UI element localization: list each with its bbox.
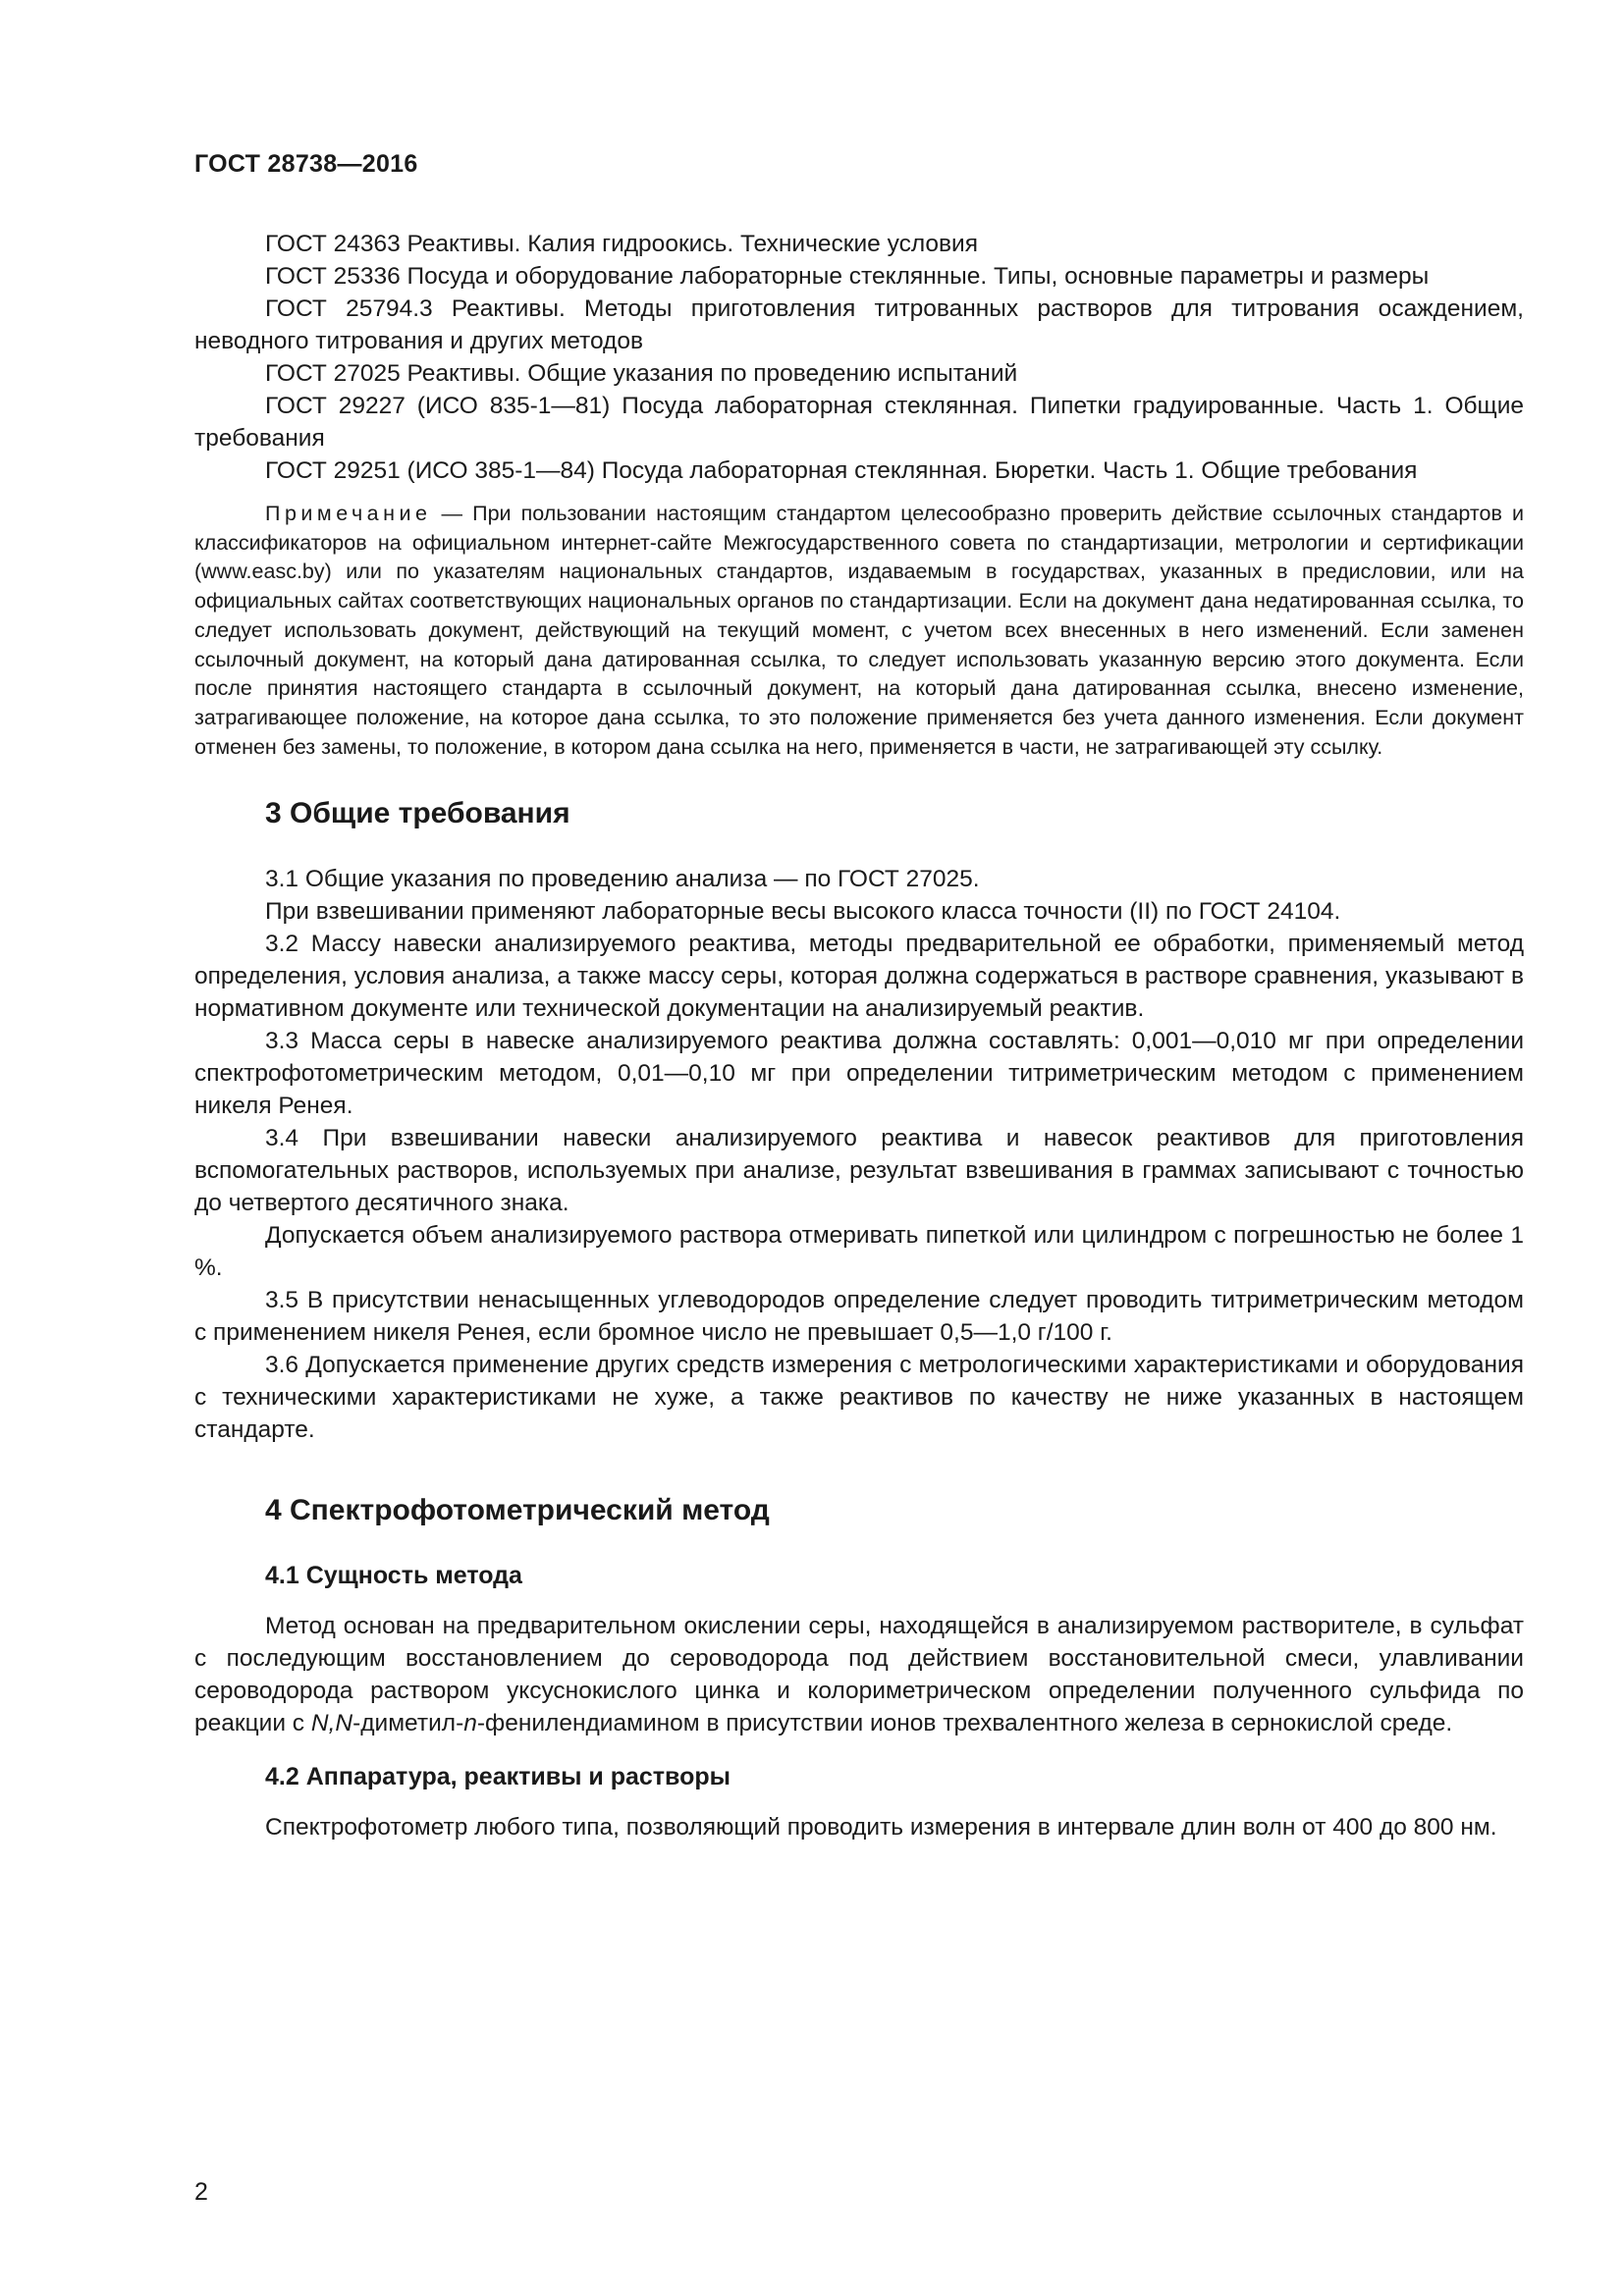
subsection-4-1-heading: 4.1 Сущность метода [265,1562,522,1590]
section-3-body [194,863,1524,1446]
section-3-paragraph: 3.1 Общие указания по проведению анализа — по ГОСТ 27025. [265,866,980,893]
reference-item: ГОСТ 29251 (ИСО 385-1—84) Посуда лабораторная стеклянная. Бюретки. Часть 1. Общие требования [265,457,1418,484]
section-3-paragraph: 3.4 При взвешивании навески анализируемого реактива и навесок реактивов для приготовления вспомогательных растворов, используемых при анализе, результат взвешивания в граммах записывают с точностью до четвертого десятичного знака. [194,1125,1524,1217]
reference-item: ГОСТ 25336 Посуда и оборудование лабораторные стеклянные. Типы, основные параметры и размеры [265,263,1430,290]
section-3-paragraph: 3.3 Масса серы в навеске анализируемого реактива должна составлять: 0,001—0,010 мг при определении спектрофотометрическим методом, 0,01—0,10 мг при определении титриметрическим методом с применением никеля Ренея. [194,1028,1524,1120]
note-label: Примечание [265,502,432,525]
method-text-part: -диметил- [352,1710,464,1737]
subsection-4-2-text: Спектрофотометр любого типа, позволяющий проводить измерения в интервале длин волн от 400 до 800 нм. [265,1814,1497,1842]
section-3-paragraph: 3.6 Допускается применение других средств измерения с метрологическими характеристиками и оборудования с техническими характеристиками не хуже, а также реактивов по качеству не ниже указанных в настоящем стандарте. [194,1352,1524,1444]
section-3-paragraph: 3.2 Массу навески анализируемого реактива, методы предварительной ее обработки, применяемый метод определения, условия анализа, а также массу серы, которая должна содержаться в растворе сравнения, указывают в нормативном документе или технической документации на анализируемый реактив. [194,931,1524,1023]
page-content [194,228,1524,1843]
section-3-paragraph: Допускается объем анализируемого раствора отмеривать пипеткой или цилиндром с погрешностью не более 1 %. [194,1222,1524,1282]
normative-references-list [194,228,1524,487]
section-3-heading: 3 Общие требования [265,797,570,830]
section-3-paragraph: 3.5 В присутствии ненасыщенных углеводородов определение следует проводить титриметрическим методом с применением никеля Ренея, если бромное число не превышает 0,5—1,0 г/100 г. [194,1287,1524,1347]
method-text-part: Метод основан на предварительном окислении серы, находящейся в анализируемом растворителе, в сульфат с последующим восстановлением до сероводорода под действием восстановительной смеси, улавливании сероводорода раствором уксуснокислого цинка и колориметрическом определении полученного сульфида по реакции с [194,1613,1524,1737]
section-3-paragraph: При взвешивании применяют лабораторные весы высокого класса точности (II) по ГОСТ 24104. [265,898,1341,926]
page-number: 2 [194,2178,208,2206]
section-4-heading: 4 Спектрофотометрический метод [265,1494,770,1527]
reference-item: ГОСТ 29227 (ИСО 835-1—81) Посуда лабораторная стеклянная. Пипетки градуированные. Часть 1. Общие требования [194,393,1524,452]
reference-item: ГОСТ 25794.3 Реактивы. Методы приготовления титрованных растворов для титрования осаждением, неводного титрования и других методов [194,295,1524,354]
reference-item: ГОСТ 27025 Реактивы. Общие указания по проведению испытаний [265,360,1018,387]
note-paragraph [194,500,1524,762]
subsection-4-1-text [194,1610,1524,1739]
note-text: — При пользовании настоящим стандартом целесообразно проверить действие ссылочных стандартов и классификаторов на официальном интернет-сайте Межгосударственного совета по стандартизации, метрологии и сертификации (www.easc.by) или по указателям национальных стандартов, издаваемым в государствах, указанных в предисловии, или на официальных сайтах соответствующих национальных органов по стандартизации. Если на документ дана недатированная ссылка, то следует использовать документ, действующий на текущий момент, с учетом всех внесенных в него изменений. Если заменен ссылочный документ, на который дана датированная ссылка, то следует использовать указанную версию этого документа. Если после принятия настоящего стандарта в ссылочный документ, на который дана датированная ссылка, внесено изменение, затрагивающее положение, на которое дана ссылка, то это положение применяется без учета данного изменения. Если документ отменен без замены, то положение, в котором дана ссылка на него, применяется в части, не затрагивающей эту ссылку. [194,502,1524,759]
reference-item: ГОСТ 24363 Реактивы. Калия гидроокись. Технические условия [265,231,978,257]
method-text-italic: N,N [310,1710,353,1737]
document-code-header: ГОСТ 28738—2016 [194,150,418,178]
subsection-4-2-heading: 4.2 Аппаратура, реактивы и растворы [265,1763,731,1791]
method-text-part: -фенилендиамином в присутствии ионов трехвалентного железа в сернокислой среде. [476,1710,1453,1737]
method-text-italic: n [463,1710,477,1737]
